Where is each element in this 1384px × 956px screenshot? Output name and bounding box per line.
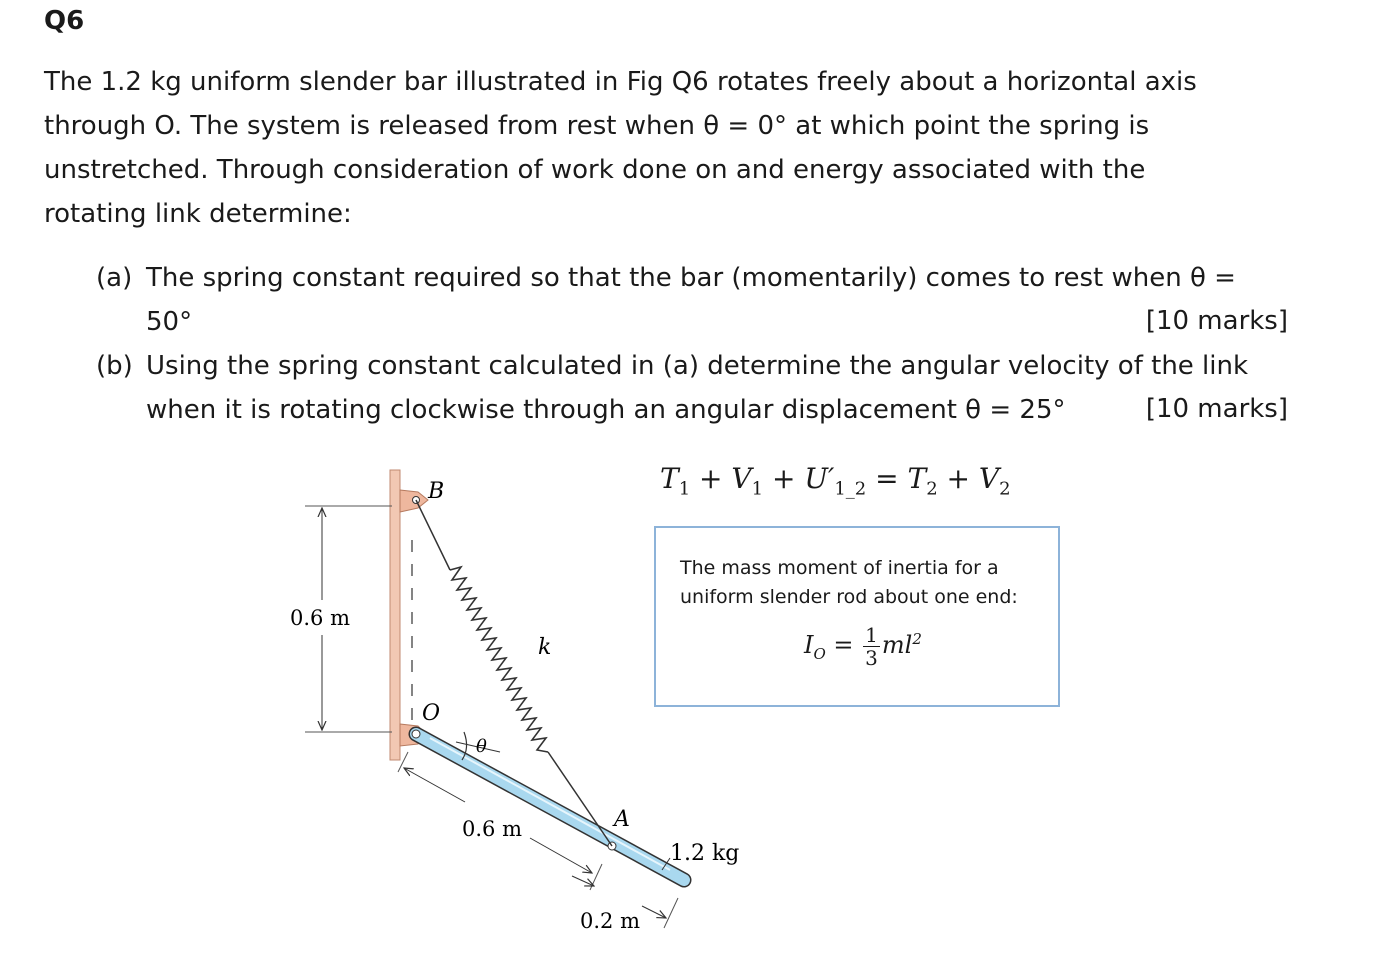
label-O: O xyxy=(422,701,441,726)
eq-V2: V xyxy=(978,462,1000,495)
dim-end-arrow xyxy=(572,876,594,886)
label-theta: θ xyxy=(476,736,487,757)
eq-V2-sub: 2 xyxy=(999,478,1011,500)
eq-T1: T xyxy=(660,462,679,495)
part-a-marks: [10 marks] xyxy=(1145,306,1288,336)
eq-T2: T xyxy=(907,462,927,495)
question-number: Q6 xyxy=(44,6,85,36)
part-a-line2: 50° xyxy=(146,307,193,337)
intro-line: rotating link determine: xyxy=(44,199,352,229)
eq-plus: + xyxy=(763,462,805,495)
dim-bar-label: 0.6 m xyxy=(462,817,522,841)
eq-plus: + xyxy=(937,462,979,495)
eq-V1: V xyxy=(731,462,752,495)
inertia-lhs-sub: O xyxy=(813,644,826,663)
dim-end-label: 0.2 m xyxy=(580,909,640,933)
eq-T2-sub: 2 xyxy=(926,478,938,500)
dim-bar-arrow xyxy=(404,768,465,802)
dim-end-arrow xyxy=(642,906,666,918)
inertia-equals: = xyxy=(825,631,862,659)
intro-line: through O. The system is released from rest when θ = 0° at which point the spring is xyxy=(44,111,1150,141)
spring-end xyxy=(548,752,612,846)
dim-end-extension xyxy=(590,864,602,890)
intro-line: unstretched. Through consideration of work done on and energy associated with the xyxy=(44,155,1146,185)
intro-line: The 1.2 kg uniform slender bar illustrated in Fig Q6 rotates freely about a horizontal axis xyxy=(44,67,1197,97)
bar-highlight xyxy=(430,738,670,870)
inertia-caption: The mass moment of inertia for a uniform slender rod about one end: xyxy=(680,557,1018,608)
part-b-line2: when it is rotating clockwise through an angular displacement θ = 25° xyxy=(146,395,1066,425)
pivot-O xyxy=(412,730,420,738)
eq-U-sub: 1_2 xyxy=(834,478,867,500)
eq-V1-sub: 1 xyxy=(751,478,764,500)
inertia-rhs-sup: 2 xyxy=(912,630,922,648)
spring-end xyxy=(416,500,450,570)
spring-coil xyxy=(450,567,548,752)
eq-equals: = xyxy=(866,462,908,495)
part-a-label: (a) xyxy=(96,263,133,293)
dim-vertical-label: 0.6 m xyxy=(290,606,350,630)
dim-end-extension xyxy=(664,898,678,928)
part-b-line1: Using the spring constant calculated in (a) determine the angular velocity of the link xyxy=(146,351,1249,381)
part-a-line1: The spring constant required so that the bar (momentarily) comes to rest when θ = xyxy=(146,263,1236,293)
eq-plus: + xyxy=(690,462,732,495)
part-b-label: (b) xyxy=(96,351,133,381)
label-A: A xyxy=(614,807,630,832)
label-k: k xyxy=(538,635,552,660)
inertia-rhs: ml xyxy=(881,631,913,659)
mass-label: 1.2 kg xyxy=(670,841,740,866)
frac-numerator: 1 xyxy=(865,623,878,647)
inertia-lhs: I xyxy=(804,631,814,659)
dim-bar-arrow xyxy=(530,838,592,873)
frac-denominator: 3 xyxy=(865,646,878,670)
part-b-marks: [10 marks] xyxy=(1145,394,1288,424)
eq-U: U′ xyxy=(804,462,835,495)
eq-T1-sub: 1 xyxy=(678,478,691,500)
wall xyxy=(390,470,400,760)
label-B: B xyxy=(428,479,445,504)
